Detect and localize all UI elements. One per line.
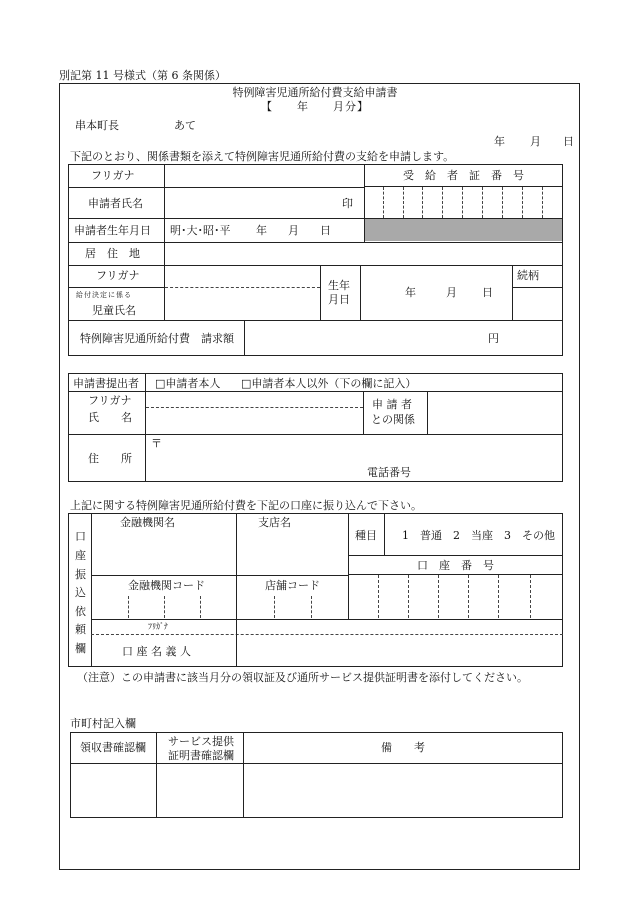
form-title: 特例障害児通所給付費支給申請書 — [232, 86, 398, 99]
child-birth-year: 年 — [405, 286, 416, 299]
claim-label: 特例障害児通所給付費 請求額 — [80, 332, 234, 345]
intro-text: 下記のとおり、関係書類を添えて特例障害児通所給付費の支給を申請します。 — [70, 150, 455, 163]
child-birth-label-1: 生年 — [328, 279, 350, 292]
child-label-small: 給付決定に係る — [76, 291, 132, 299]
date-year: 年 — [494, 135, 505, 148]
form-number: 別記第 11 号様式（第 6 条関係） — [59, 69, 226, 82]
child-birth-day: 日 — [482, 286, 493, 299]
bank-vlabel-1: 口 — [75, 530, 86, 543]
account-holder-label: 口 座 名 義 人 — [122, 645, 191, 658]
phone-label: 電話番号 — [367, 466, 411, 479]
applicant-furigana-label: フリガナ — [91, 169, 135, 182]
applicant-name-label: 申請者氏名 — [88, 197, 143, 210]
date-day: 日 — [563, 135, 574, 148]
submitter-address-label: 住 所 — [88, 452, 132, 465]
bank-intro-text: 上記に関する特例障害児通所給付費を下記の口座に振り込んで下さい。 — [70, 499, 422, 512]
period-label: 【 年 月分】 — [261, 100, 369, 113]
account-number-label: 口 座 番 号 — [417, 559, 494, 572]
institution-label: 金融機関名 — [120, 516, 175, 529]
holder-furigana-label: ﾌﾘｶﾞﾅ — [148, 622, 168, 631]
cert-number-header: 受 給 者 証 番 号 — [403, 169, 524, 182]
child-birth-label-2: 月日 — [328, 293, 350, 306]
bank-vlabel-2: 座 — [75, 549, 86, 562]
submitter-name-label: 氏 名 — [88, 411, 132, 424]
account-type-label: 種目 — [355, 529, 377, 542]
addressee-name: 串本町長 — [75, 119, 119, 132]
residence-label: 居 住 地 — [85, 247, 140, 260]
bank-vlabel-3: 振 — [75, 568, 86, 581]
applicant-birth-label: 申請者生年月日 — [74, 224, 151, 237]
bank-vlabel-4: 込 — [75, 586, 86, 599]
claim-unit: 円 — [488, 332, 499, 345]
branch-label: 支店名 — [258, 516, 291, 529]
submitter-furigana-label: フリガナ — [88, 394, 132, 407]
submitter-option-self[interactable]: □申請者本人 — [155, 377, 221, 390]
submitter-label: 申請書提出者 — [73, 377, 139, 390]
date-month: 月 — [530, 135, 541, 148]
institution-code-label: 金融機関コード — [128, 579, 205, 592]
child-name-label: 児童氏名 — [92, 304, 136, 317]
birth-year: 年 — [256, 224, 267, 237]
postal-mark: 〒 — [151, 437, 162, 450]
bank-vlabel-7: 欄 — [75, 642, 86, 655]
service-check-label-1: サービス提供 — [168, 735, 234, 748]
addressee-suffix: あて — [174, 119, 196, 132]
relation-label-2: との関係 — [371, 413, 415, 426]
relation-label-1: 申 請 者 — [372, 398, 412, 411]
bank-vlabel-6: 頼 — [75, 623, 86, 636]
municipal-section-title: 市町村記入欄 — [70, 717, 136, 730]
remarks-label: 備 考 — [381, 741, 425, 754]
submitter-option-other[interactable]: □申請者本人以外（下の欄に記入） — [241, 377, 417, 390]
birth-eras: 明･大･昭･平 — [170, 224, 231, 237]
branch-code-label: 店舗コード — [265, 579, 320, 592]
birth-day: 日 — [320, 224, 331, 237]
birth-month: 月 — [288, 224, 299, 237]
service-check-label-2: 証明書確認欄 — [168, 749, 234, 762]
note-text: （注意）この申請書に該当月分の領収証及び通所サービス提供証明書を添付してください。 — [77, 671, 528, 684]
relation-label: 続柄 — [517, 269, 539, 282]
child-furigana-label: フリガナ — [96, 269, 140, 282]
receipt-check-label: 領収書確認欄 — [80, 741, 146, 754]
child-birth-month: 月 — [446, 286, 457, 299]
account-type-options: 1 普通 2 当座 3 その他 — [402, 529, 555, 542]
bank-vlabel-5: 依 — [75, 605, 86, 618]
seal-mark: 印 — [342, 197, 353, 210]
